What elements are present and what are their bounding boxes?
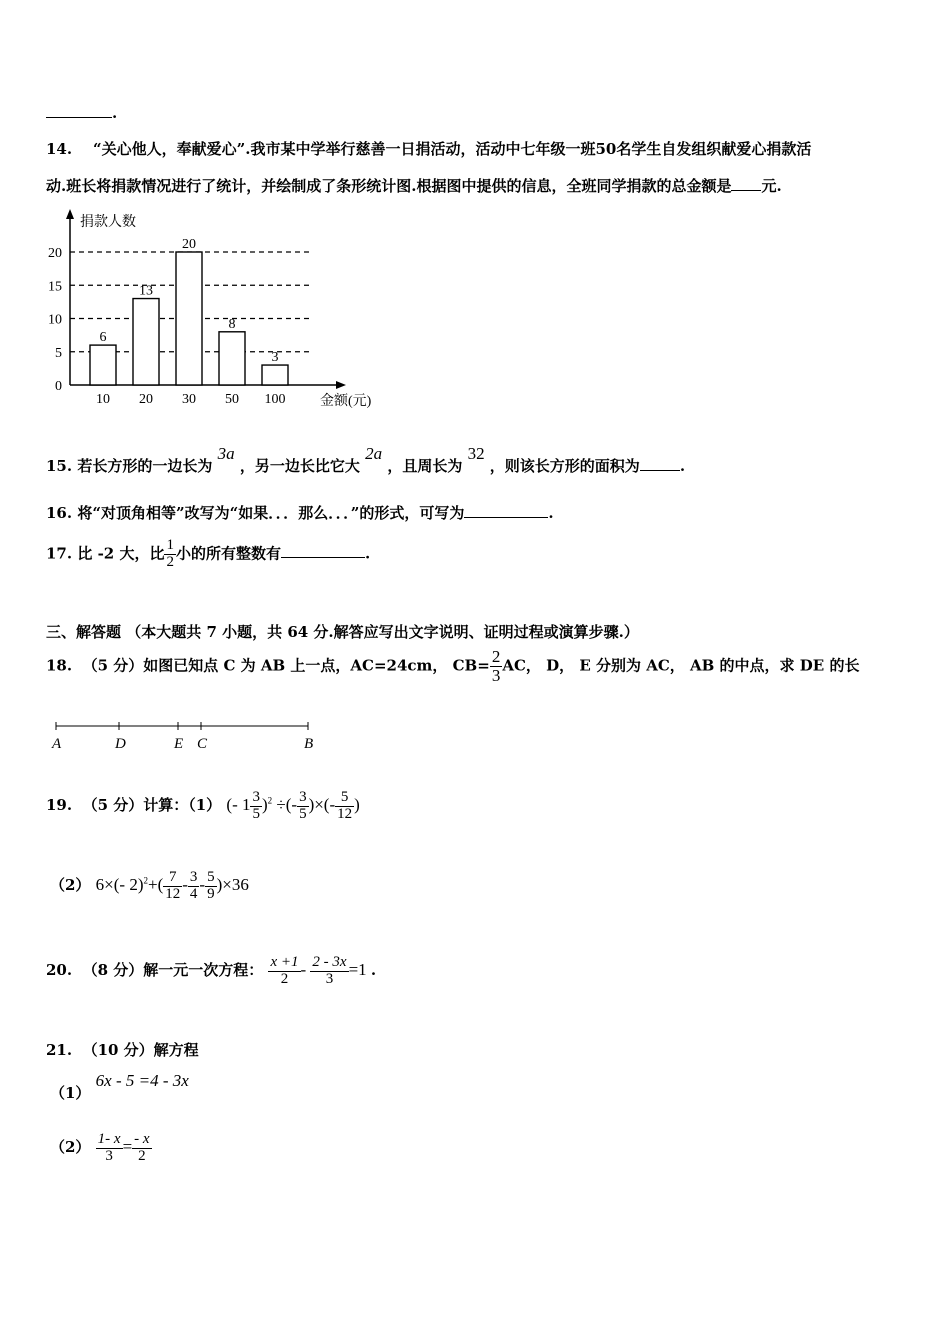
y-axis-label: 捐款人数 xyxy=(80,215,136,230)
x-axis-label: 金额(元) xyxy=(320,394,372,409)
question-21-part2: （2） $\frac{1- x}{3}$ = $\frac{- x}{2}$ xyxy=(50,1131,150,1164)
y-tick-label: 10 xyxy=(48,312,62,328)
question-number: 14. xyxy=(46,140,73,158)
y-axis-arrow xyxy=(66,209,74,219)
point-label: E xyxy=(174,736,184,752)
x-tick-label: 100 xyxy=(264,392,286,407)
bar-data-label: 20 xyxy=(182,237,196,252)
fraction-one-half: $\frac{1}{2}$ xyxy=(166,537,174,570)
question-17: 17. 比 -2 大，比 $\frac{1}{2}$ 小的所有整数有 . xyxy=(46,537,371,570)
expression-19-2: 6×(- 2)$^2$+( $\frac{7}{12}$ - $\frac{3}{4}$ - $\frac{5}{9}$ )×36 xyxy=(95,869,249,902)
question-number: 16. xyxy=(46,504,73,522)
bar-data-label: 8 xyxy=(228,316,236,332)
question-number: 18. xyxy=(46,656,73,675)
question-19: 19. （5 分）计算：（1） (- 1 $\frac{3}{5}$ )$^2$ ÷(- $\frac{3}{5}$ )×(- $\frac{5}{12}$ ) xyxy=(46,789,360,822)
donation-bar-chart xyxy=(40,205,390,415)
answer-blank xyxy=(640,470,680,471)
bar xyxy=(90,345,116,385)
equation-21-1: 6x - 5 =4 - 3x xyxy=(95,1071,189,1090)
math-3a: 3a xyxy=(217,444,235,463)
section-3-heading: 三、解答题 （本大题共 7 小题，共 64 分.解答应写出文字说明、证明过程或演算步骤.） xyxy=(46,623,639,641)
bar xyxy=(262,365,288,385)
question-21: 21. （10 分）解方程 xyxy=(46,1041,199,1059)
y-tick-label: 0 xyxy=(55,379,62,394)
top-answer-blank: . xyxy=(46,104,117,122)
y-tick-label: 20 xyxy=(48,246,62,261)
question-19-part2: （2） 6×(- 2)$^2$+( $\frac{7}{12}$ - $\frac{3}{4}$ - $\frac{5}{9}$ )×36 xyxy=(50,869,249,902)
answer-blank xyxy=(281,557,365,558)
point-label: D xyxy=(115,736,126,752)
x-tick-label: 10 xyxy=(96,392,110,407)
question-18: 18. （5 分）如图已知点 C 为 AB 上一点，AC=24cm， CB= $\frac{2}{3}$ AC， D， E 分别为 AC， AB 的中点，求 DE 的长 xyxy=(46,647,860,685)
math-2a: 2a xyxy=(365,444,383,463)
math-32: 32 xyxy=(467,444,485,463)
question-number: 19. xyxy=(46,796,73,815)
expression-19-1: (- 1 $\frac{3}{5}$ )$^2$ ÷(- $\frac{3}{5}$ )×(- $\frac{5}{12}$ ) xyxy=(226,789,360,822)
question-number: 17. xyxy=(46,544,73,563)
question-20: 20. （8 分）解一元一次方程： $\frac{x +1}{2}$ - $\frac{2 - 3x}{3}$ =1 . xyxy=(46,954,377,987)
question-number: 21. xyxy=(46,1041,73,1059)
question-16: 16. 将“对顶角相等”改写为“如果．．．那么．．．”的形式，可写为 . xyxy=(46,504,554,522)
question-14-line1: 14. “关心他人，奉献爱心”.我市某中学举行慈善一日捐活动，活动中七年级一班50名学生自发组织献爱心捐款活 xyxy=(46,140,812,158)
x-tick-label: 20 xyxy=(139,392,153,407)
fraction-two-thirds: $\frac{2}{3}$ xyxy=(491,647,501,685)
segment-diagram xyxy=(44,716,324,756)
bar-data-label: 13 xyxy=(139,283,153,299)
question-number: 20. xyxy=(46,961,73,980)
x-tick-label: 50 xyxy=(225,392,239,407)
equation-21-2: $\frac{1- x}{3}$ = $\frac{- x}{2}$ xyxy=(97,1131,150,1164)
question-15: 15. 若长方形的一边长为 3a ，另一边长比它大 2a ，且周长为 32 ，则该长方形的面积为 . xyxy=(46,444,686,475)
question-21-part1: （1） 6x - 5 =4 - 3x xyxy=(50,1071,189,1102)
answer-blank xyxy=(464,517,548,518)
point-label: C xyxy=(197,736,208,752)
x-tick-label: 30 xyxy=(182,392,196,407)
point-label: A xyxy=(52,736,62,752)
question-14-line2: 动.班长将捐款情况进行了统计，并绘制成了条形统计图.根据图中提供的信息，全班同学捐款的总金额是 元. xyxy=(46,177,782,195)
y-tick-label: 5 xyxy=(55,345,62,361)
bar-data-label: 3 xyxy=(271,350,279,366)
answer-blank xyxy=(731,190,761,191)
point-label: B xyxy=(304,736,314,752)
bar xyxy=(176,252,202,385)
equation-20: $\frac{x +1}{2}$ - $\frac{2 - 3x}{3}$ =1 xyxy=(270,954,367,987)
x-axis-arrow xyxy=(336,381,346,389)
bar-data-label: 6 xyxy=(99,330,107,346)
bar xyxy=(219,332,245,385)
question-number: 15. xyxy=(46,457,73,475)
bar xyxy=(133,299,159,385)
y-tick-label: 15 xyxy=(48,279,62,295)
